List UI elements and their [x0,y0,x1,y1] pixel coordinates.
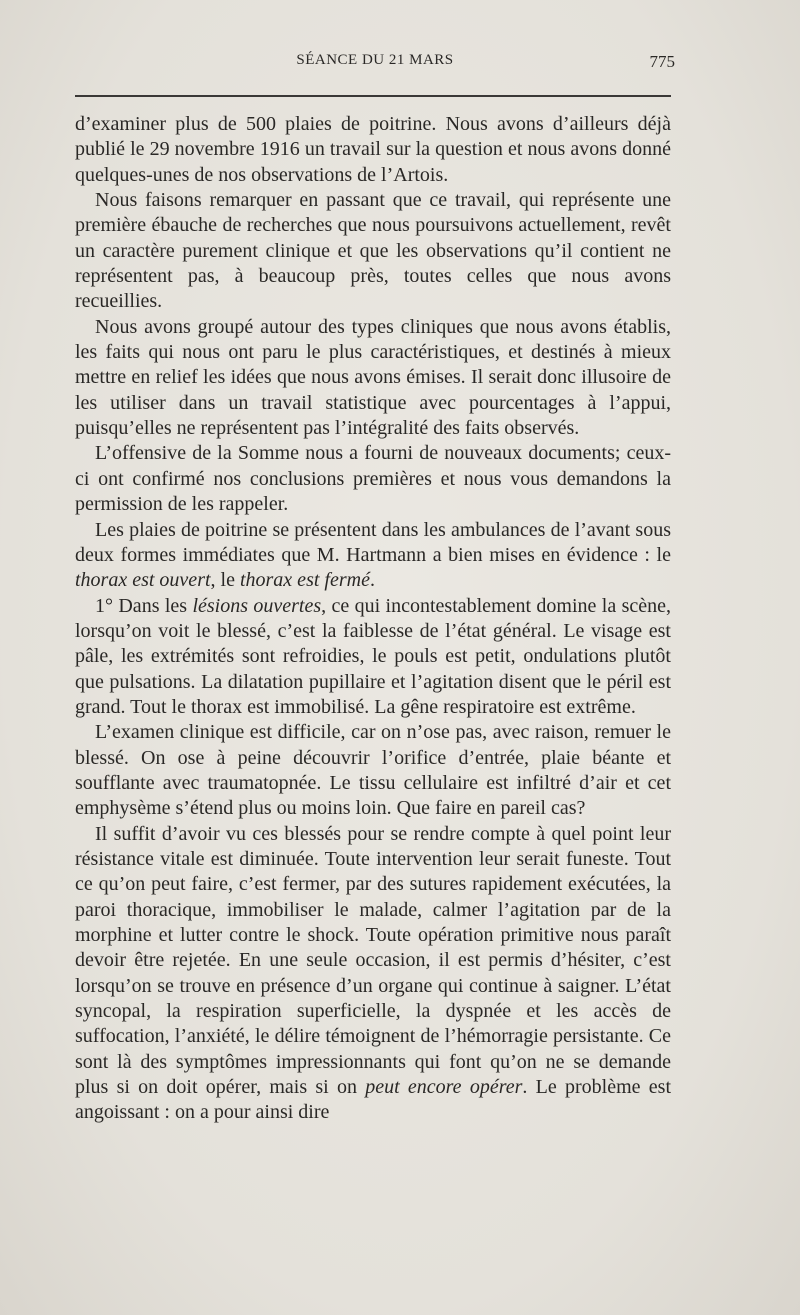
header-rule [75,95,671,97]
italic-text: thorax est fermé [239,569,370,592]
paragraph [75,315,671,442]
text-segment: 1° Dans les [95,594,193,617]
text-segment: Les plaies de poitrine se présentent dans les ambulances de l’avant sous deux formes immédiates que M. Hartmann a bien mises en évidence : le [75,518,671,566]
body-text [75,112,671,1126]
text-segment: Nous avons groupé autour des types cliniques que nous avons établis, les faits qui nous ont paru le plus caractéristiques, et destinés à mieux mettre en relief les idées que nous avons émises. Il serait donc illusoire de les utiliser dans un travail statistique avec pourcentages à l’appui, puisqu’elles ne représentent pas l’intégralité des faits observés. [75,315,671,440]
text-segment: , le [210,569,240,592]
text-segment: . [369,569,375,592]
text-segment: L’offensive de la Somme nous a fourni de nouveaux documents; ceux-ci ont confirmé nos conclusions premières et nous vous demandons la permission de les rappeler. [75,442,671,516]
text-segment: , ce qui incontestablement domine la scène, lorsqu’on voit le blessé, c’est la faiblesse de l’état général. Le visage est pâle, les extrémités sont refroidies, le pouls est petit, ondulations plutôt que pulsations. La dilatation pupillaire et l’agitation disent que le péril est grand. Tout le thorax est immobilisé. La gêne respiratoire est extrême. [75,594,672,718]
paragraph [75,720,671,821]
text-segment: . Le problème est angoissant : on a pour ainsi dire [75,1076,672,1124]
paragraph [75,441,671,517]
text-segment: d’examiner plus de 500 plaies de poitrine. Nous avons d’ailleurs déjà publié le 29 novembre 1916 un travail sur la question et nous avons donné quelques-unes de nos observations de l’Artois. [75,113,671,186]
text-segment: Il suffit d’avoir vu ces blessés pour se rendre compte à quel point leur résistance vitale est diminuée. Toute intervention leur serait funeste. Tout ce qu’on peut faire, c’est fermer, par des sutures rapidement exécutées, la paroi thoracique, immobiliser le malade, calmer l’agitation par de la morphine et lutter contre le shock. Toute opération primitive nous paraît devoir être rejetée. En une seule occasion, il est permis d’hésiter, c’est lorsqu’on se trouve en présence d’un organe qui continue à saigner. L’état syncopal, la respiration superficielle, la dyspnée et les accès de suffocation, l’anxiété, le délire témoignent de l’hémorragie persistante. Ce sont là des symptômes impressionnants qui font qu’on ne se demande plus si on doit opérer, mais si on [75,822,671,1099]
paragraph [75,188,671,315]
paragraph [75,518,671,594]
paragraph [75,112,671,188]
italic-text: peut encore opérer [365,1076,523,1099]
paragraph [75,822,671,1126]
paragraph [75,594,671,721]
page-header [75,52,675,76]
page-number: 775 [649,52,675,71]
text-segment: L’examen clinique est difficile, car on n’ose pas, avec raison, remuer le blessé. On ose à peine découvrir l’orifice d’entrée, plaie béante et soufflante avec traumatopnée. Le tissu cellulaire est infiltré d’air et cet emphysème s’étend plus ou moins loin. Que faire en pareil cas? [75,721,671,820]
italic-text: lésions ouvertes [192,594,322,617]
italic-text: thorax est ouvert [75,569,211,592]
running-title: SÉANCE DU 21 MARS [296,52,454,68]
text-segment: Nous faisons remarquer en passant que ce travail, qui représente une première ébauche de recherches que nous poursuivons actuellement, revêt un caractère purement clinique et que les observations qu’il contient ne représentent pas, à beaucoup près, toutes celles que nous avons recueillies. [75,189,671,313]
